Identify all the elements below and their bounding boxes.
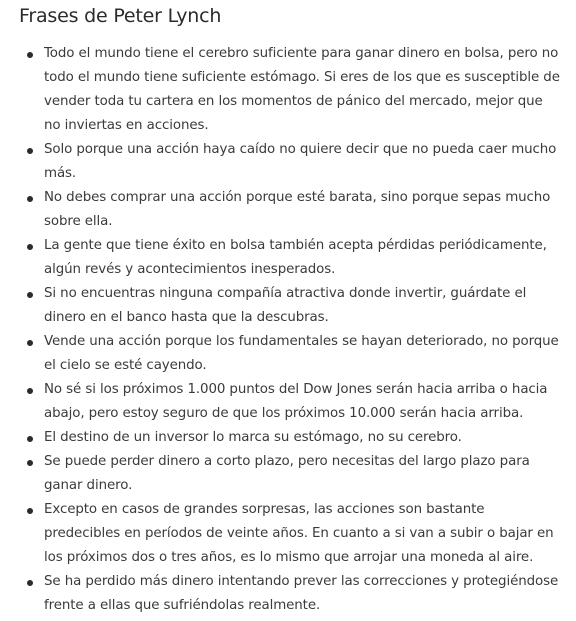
quote-text: No debes comprar una acción porque esté barata, sino porque sepas mucho sobre ella. [44, 190, 551, 229]
bullet-icon [27, 508, 33, 514]
bullet-icon [27, 460, 33, 466]
list-item [19, 450, 560, 498]
quote-text: Solo porque una acción haya caído no quiere decir que no pueda caer mucho más. [44, 142, 557, 181]
bullet-icon [27, 388, 33, 394]
section-heading: Frases de Peter Lynch [19, 5, 222, 27]
quotes-list [19, 42, 560, 618]
bullet-icon [27, 292, 33, 298]
list-item [19, 234, 560, 282]
quote-text: Se ha perdido más dinero intentando prever las correcciones y protegiéndose frente a ellas que sufriéndolas realmente. [44, 574, 559, 613]
bullet-icon [27, 436, 33, 442]
bullet-icon [27, 196, 33, 202]
list-item [19, 570, 560, 618]
quote-text: El destino de un inversor lo marca su estómago, no su cerebro. [44, 430, 462, 445]
quote-text: Vende una acción porque los fundamentales se hayan deteriorado, no porque el cielo se esté cayendo. [44, 334, 559, 373]
list-item [19, 330, 560, 378]
bullet-icon [27, 340, 33, 346]
bullet-icon [27, 52, 33, 58]
quote-text: Excepto en casos de grandes sorpresas, las acciones son bastante predecibles en períodos de veinte años. En cuanto a si van a subir o bajar en los próximos dos o tres años, es lo mismo que arrojar una moneda al aire. [44, 502, 554, 565]
bullet-icon [27, 244, 33, 250]
quote-text: Se puede perder dinero a corto plazo, pero necesitas del largo plazo para ganar dinero. [44, 454, 530, 493]
list-item [19, 42, 560, 138]
quote-text: Todo el mundo tiene el cerebro suficiente para ganar dinero en bolsa, pero no todo el mundo tiene suficiente estómago. Si eres de los que es susceptible de vender toda tu cartera en los momentos de pánico del mercado, mejor que no inviertas en acciones. [44, 46, 560, 133]
bullet-icon [27, 580, 33, 586]
list-item [19, 426, 560, 450]
list-item [19, 282, 560, 330]
quote-text: La gente que tiene éxito en bolsa también acepta pérdidas periódicamente, algún revés y acontecimientos inesperados. [44, 238, 547, 277]
quote-text: Si no encuentras ninguna compañía atractiva donde invertir, guárdate el dinero en el banco hasta que la descubras. [44, 286, 527, 325]
quote-text: No sé si los próximos 1.000 puntos del Dow Jones serán hacia arriba o hacia abajo, pero estoy seguro de que los próximos 10.000 serán hacia arriba. [44, 382, 548, 421]
bullet-icon [27, 148, 33, 154]
list-item [19, 186, 560, 234]
list-item [19, 378, 560, 426]
list-item [19, 498, 560, 570]
list-item [19, 138, 560, 186]
